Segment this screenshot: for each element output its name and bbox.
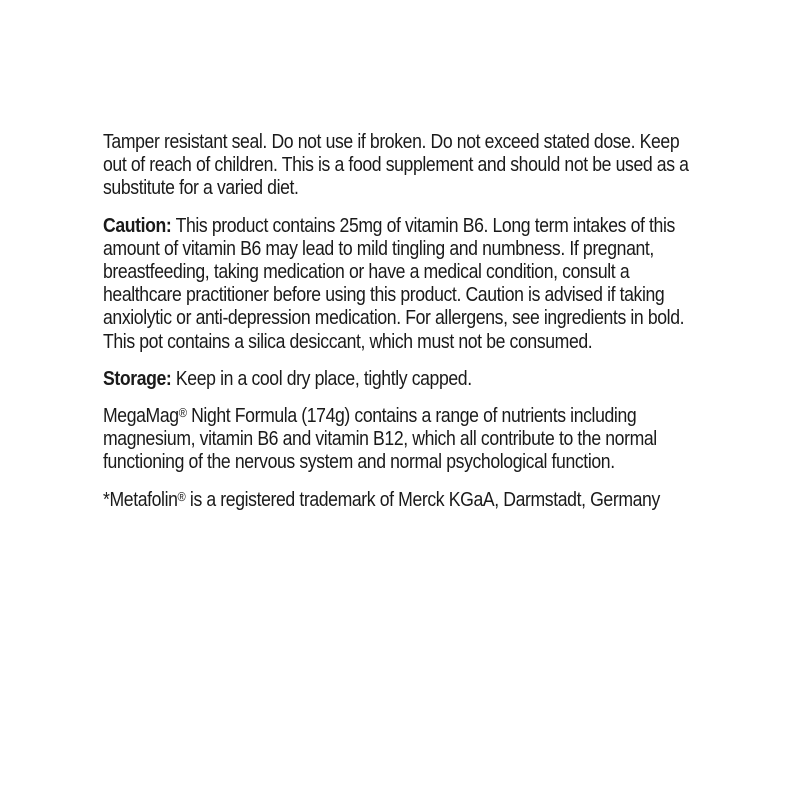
warning-paragraph bbox=[103, 130, 705, 200]
caution-paragraph bbox=[103, 214, 705, 353]
storage-paragraph bbox=[103, 367, 705, 390]
storage-text: Keep in a cool dry place, tightly capped. bbox=[171, 366, 472, 390]
label-text-block bbox=[103, 130, 689, 525]
trademark-paragraph bbox=[103, 488, 705, 511]
registered-mark: ® bbox=[177, 488, 186, 504]
storage-heading: Storage: bbox=[103, 366, 172, 390]
product-brand: MegaMag bbox=[103, 404, 179, 428]
caution-text: This product contains 25mg of vitamin B6. Long term intakes of this amount of vitamin B6 may lead to mild tingling and numbness. If pregnant, breastfeeding, taking medication or have a medical condition, consult a healthcare practitioner before using this product. Caution is advised if taking anxiolytic or anti-depression medication. For allergens, see ingredients in bold. This pot contains a silica desiccant, which must not be consumed. bbox=[103, 213, 685, 353]
warning-text: Tamper resistant seal. Do not use if broken. Do not exceed stated dose. Keep out of reach of children. This is a food supplement and should not be used as a substitute for a varied diet. bbox=[103, 130, 689, 200]
product-claim-paragraph bbox=[103, 404, 705, 474]
trademark-text: is a registered trademark of Merck KGaA, Darmstadt, Germany bbox=[185, 487, 660, 511]
trademark-prefix: *Metafolin bbox=[103, 487, 178, 511]
registered-mark: ® bbox=[178, 405, 187, 421]
product-claim-text: Night Formula (174g) contains a range of nutrients including magnesium, vitamin B6 and vitamin B12, which all contribute to the normal functioning of the nervous system and normal psychological function. bbox=[103, 404, 657, 474]
caution-heading: Caution: bbox=[103, 213, 172, 237]
